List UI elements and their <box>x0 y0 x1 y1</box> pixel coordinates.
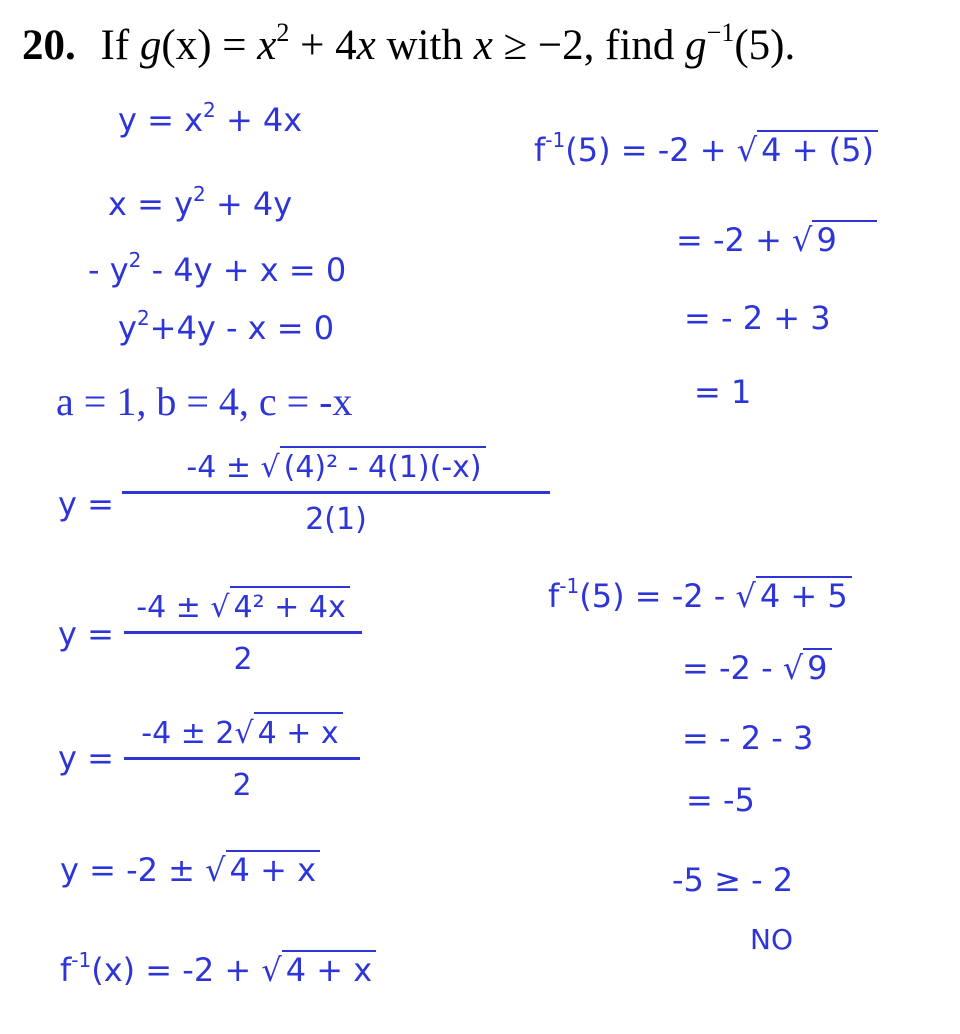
problem-lead: If <box>100 22 130 69</box>
work-line-3 <box>88 248 347 289</box>
radicand: 9 <box>812 220 876 256</box>
radical <box>735 576 852 615</box>
radical <box>261 950 376 989</box>
work-text: + 4x <box>215 101 303 139</box>
work-text: - 4y + x = 0 <box>141 251 347 289</box>
formula-3-fraction <box>124 712 360 803</box>
problem-number: 20. <box>22 22 76 69</box>
right-line-9: -5 ≥ - 2 <box>672 861 794 899</box>
radicand: 4 + x <box>282 950 376 986</box>
work-text: (x) = -2 + <box>91 951 262 989</box>
work-line-5 <box>60 850 320 889</box>
work-text: -4 ± <box>186 450 261 485</box>
formula-3-denominator: 2 <box>232 768 252 803</box>
radicand: 4 + 5 <box>756 576 852 612</box>
formula-2-lhs: y = <box>58 615 114 653</box>
right-line-4: = 1 <box>694 373 752 411</box>
formula-1-denominator: 2(1) <box>305 502 367 537</box>
work-text: f <box>534 131 546 169</box>
work-text: x = y <box>108 185 194 223</box>
radicand: 4 + x <box>226 850 320 886</box>
radical-sign: √ <box>782 649 804 687</box>
radical-sign: √ <box>261 951 282 989</box>
work-text: = -2 + <box>676 221 793 259</box>
plus-term: + 4 <box>300 22 357 69</box>
work-line-1 <box>118 98 303 139</box>
formula-3-lhs: y = <box>58 739 114 777</box>
work-exp: 2 <box>203 98 216 122</box>
work-text: +4y - x = 0 <box>149 309 335 347</box>
work-line-6 <box>60 948 376 989</box>
work-text: f <box>60 951 72 989</box>
work-text: y = -2 ± <box>60 851 206 889</box>
right-line-7: = - 2 - 3 <box>682 719 814 757</box>
radical <box>235 712 343 751</box>
work-text: = -2 - <box>682 649 783 687</box>
radical <box>210 586 349 625</box>
formula-1-lhs: y = <box>58 485 114 523</box>
radicand: 9 <box>803 648 831 684</box>
work-text: + 4y <box>205 185 293 223</box>
work-text: f <box>548 577 560 615</box>
work-line-4 <box>118 306 335 347</box>
radical-sign: √ <box>735 577 756 615</box>
right-line-5 <box>548 574 852 615</box>
work-text: y = x <box>118 101 204 139</box>
right-line-1 <box>534 128 878 169</box>
inverse-arg: (5). <box>734 22 796 69</box>
radical <box>792 220 877 259</box>
radical-sign: √ <box>736 131 758 169</box>
radicand: 4² + 4x <box>230 586 350 625</box>
right-line-3: = - 2 + 3 <box>684 299 831 337</box>
formula-3-numerator <box>141 712 342 757</box>
with-word: with <box>386 22 463 69</box>
formula-2-denominator: 2 <box>233 642 253 677</box>
problem-statement <box>22 14 795 78</box>
work-text: (5) = -2 + <box>565 131 737 169</box>
formula-1-fraction <box>122 446 550 537</box>
fn-g: g <box>139 22 162 69</box>
radicand: 4 + x <box>254 712 343 751</box>
radical-sign: √ <box>205 851 226 889</box>
equals-sign: = <box>222 22 247 69</box>
work-text: -4 ± 2 <box>141 716 235 751</box>
work-line-2 <box>108 182 293 223</box>
right-line-2 <box>676 220 877 259</box>
work-exp: -1 <box>71 948 92 972</box>
right-line-10-answer: NO <box>750 923 793 956</box>
formula-1-numerator <box>186 446 485 491</box>
radical-sign: √ <box>792 221 813 259</box>
radical <box>205 850 320 889</box>
radical-sign: √ <box>260 450 280 485</box>
right-line-6 <box>682 648 832 687</box>
work-exp: 2 <box>193 182 206 206</box>
abc-values: a = 1, b = 4, c = -x <box>56 379 353 424</box>
radical-sign: √ <box>234 716 254 751</box>
var-x: x <box>257 22 277 69</box>
work-exp: 2 <box>128 248 142 272</box>
inverse-exponent: −1 <box>706 18 735 47</box>
radical-sign: √ <box>210 590 230 625</box>
radicand: 4 + (5) <box>757 130 878 166</box>
work-text: - y <box>88 251 129 289</box>
formula-2-numerator <box>136 586 349 631</box>
right-line-8: = -5 <box>686 781 755 819</box>
var-x-2: x <box>356 22 376 69</box>
fn-g-inverse: g <box>685 22 707 69</box>
formula-2-fraction <box>124 586 362 677</box>
work-text: -4 ± <box>136 590 211 625</box>
exponent: 2 <box>276 18 290 47</box>
work-exp: -1 <box>559 574 580 598</box>
fn-arg: (x) <box>161 22 212 69</box>
domain-condition: ≥ −2, find <box>503 22 675 69</box>
work-exp: 2 <box>136 306 150 330</box>
work-text: y <box>118 309 137 347</box>
radical <box>736 130 878 169</box>
radicand: (4)² - 4(1)(-x) <box>280 446 486 485</box>
var-x-3: x <box>473 22 493 69</box>
radical <box>782 648 832 687</box>
work-text: (5) = -2 - <box>579 577 736 615</box>
work-exp: -1 <box>545 128 566 152</box>
radical <box>261 446 486 485</box>
